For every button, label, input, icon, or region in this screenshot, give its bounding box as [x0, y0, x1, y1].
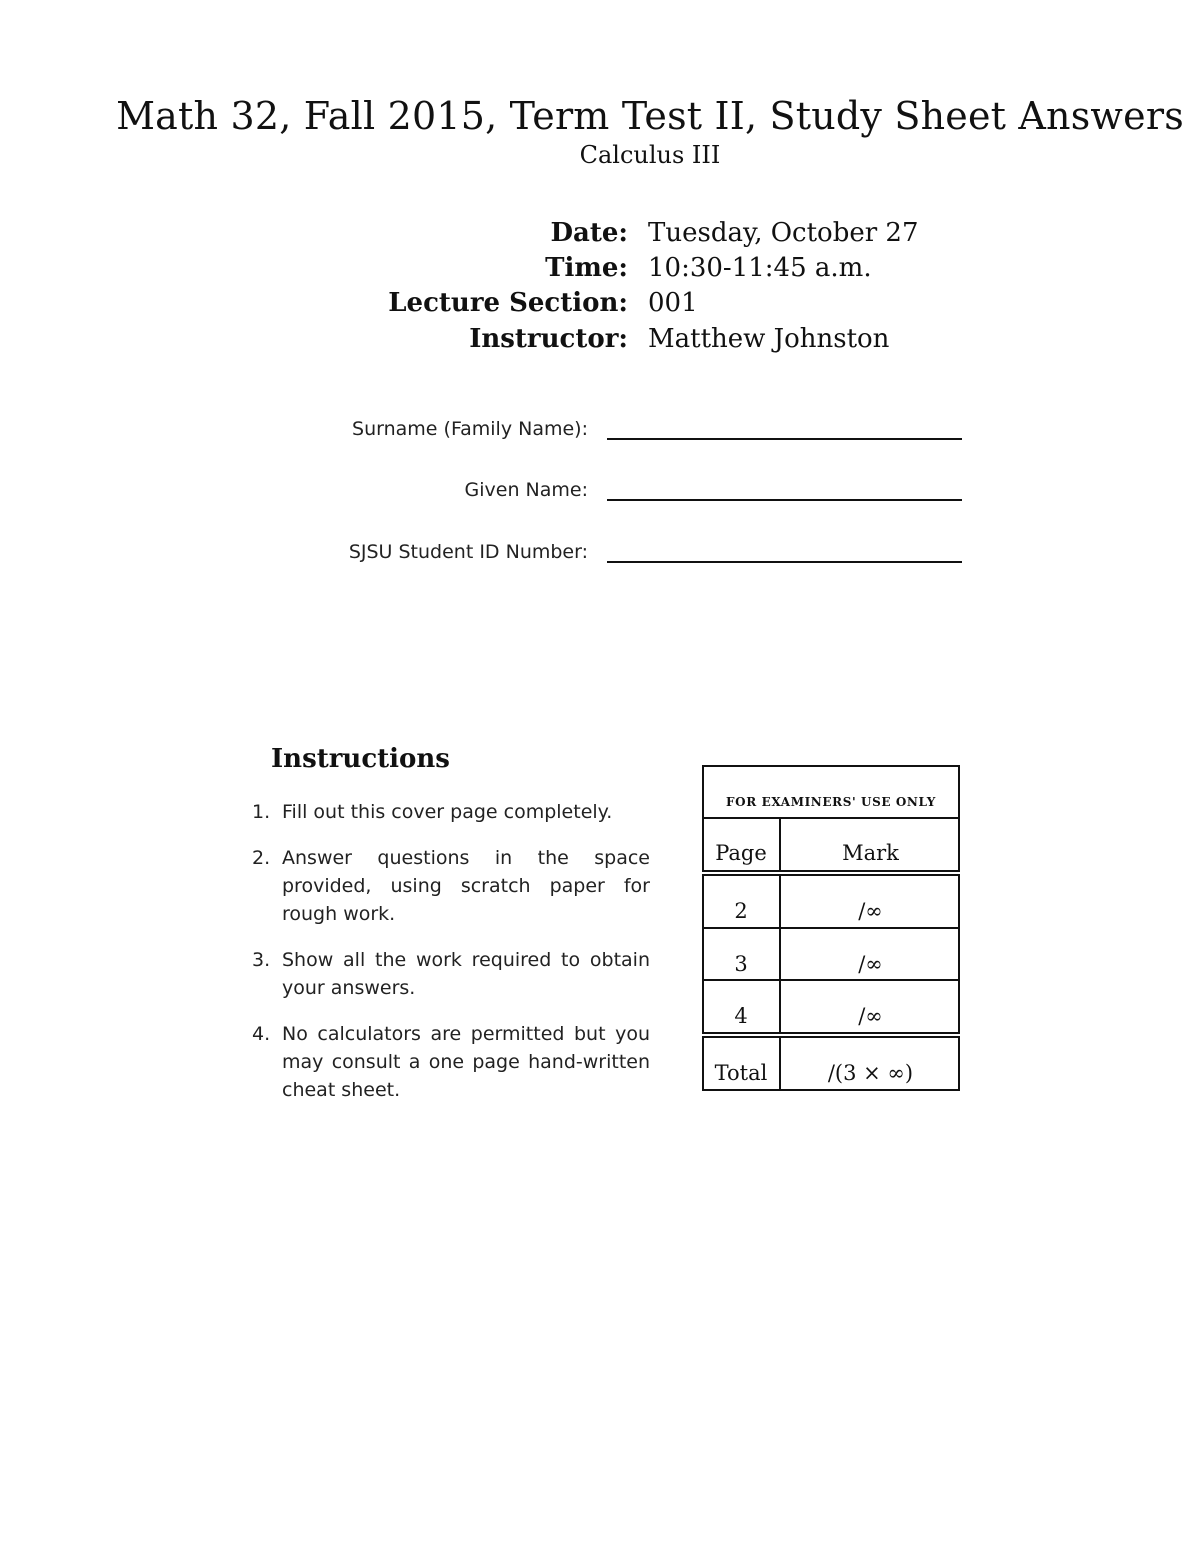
student-id-line[interactable]	[607, 561, 962, 563]
list-item	[252, 844, 650, 928]
item-number: 3.	[252, 949, 271, 971]
info-value: Tuesday, October 27	[648, 218, 919, 248]
examiners-caption: FOR EXAMINERS' USE ONLY	[726, 795, 936, 809]
field-label: SJSU Student ID Number:	[348, 541, 588, 563]
info-label: Lecture Section:	[388, 288, 628, 318]
item-number: 1.	[252, 801, 271, 823]
document-subtitle: Calculus III	[579, 141, 721, 169]
field-label: Surname (Family Name):	[352, 418, 588, 440]
info-row-time	[0, 253, 1200, 287]
total-mark: /(3 × ∞)	[827, 1061, 914, 1085]
item-text: No calculators are permitted but you may consult a one page hand-written cheat sheet.	[282, 1023, 650, 1101]
info-value: Matthew Johnston	[648, 324, 890, 354]
info-row-instructor	[0, 324, 1200, 358]
field-given-name	[0, 479, 1200, 509]
row-page: 4	[734, 1004, 748, 1028]
list-item	[252, 798, 650, 826]
list-item	[252, 1020, 650, 1104]
given-name-line[interactable]	[607, 499, 962, 501]
row-page: 3	[734, 952, 748, 976]
instructions-list	[252, 798, 650, 1122]
row-mark: /∞	[858, 1004, 883, 1028]
item-number: 2.	[252, 847, 271, 869]
info-row-date	[0, 218, 1200, 252]
row-divider	[702, 927, 960, 929]
row-mark: /∞	[858, 952, 883, 976]
item-text: Show all the work required to obtain your answers.	[282, 949, 650, 999]
examiners-table	[702, 765, 960, 1091]
list-item	[252, 946, 650, 1002]
field-student-id	[0, 541, 1200, 571]
caption-divider	[702, 817, 960, 819]
field-label: Given Name:	[464, 479, 588, 501]
field-surname	[0, 418, 1200, 448]
surname-line[interactable]	[607, 438, 962, 440]
info-value: 10:30-11:45 a.m.	[648, 253, 872, 283]
info-value: 001	[648, 288, 698, 318]
info-row-section	[0, 288, 1200, 322]
item-text: Fill out this cover page completely.	[282, 801, 613, 823]
item-number: 4.	[252, 1023, 271, 1045]
row-page: 2	[734, 899, 748, 923]
total-label: Total	[714, 1061, 768, 1085]
page-header: Page	[715, 841, 767, 865]
row-mark: /∞	[858, 899, 883, 923]
document-title: Math 32, Fall 2015, Term Test II, Study Sheet Answers	[116, 94, 1184, 138]
info-label: Instructor:	[469, 324, 628, 354]
mark-header: Mark	[842, 841, 899, 865]
row-divider	[702, 979, 960, 981]
item-text: Answer questions in the space provided, using scratch paper for rough work.	[282, 847, 650, 925]
info-label: Time:	[545, 253, 628, 283]
info-label: Date:	[550, 218, 628, 248]
instructions-heading: Instructions	[271, 744, 450, 774]
